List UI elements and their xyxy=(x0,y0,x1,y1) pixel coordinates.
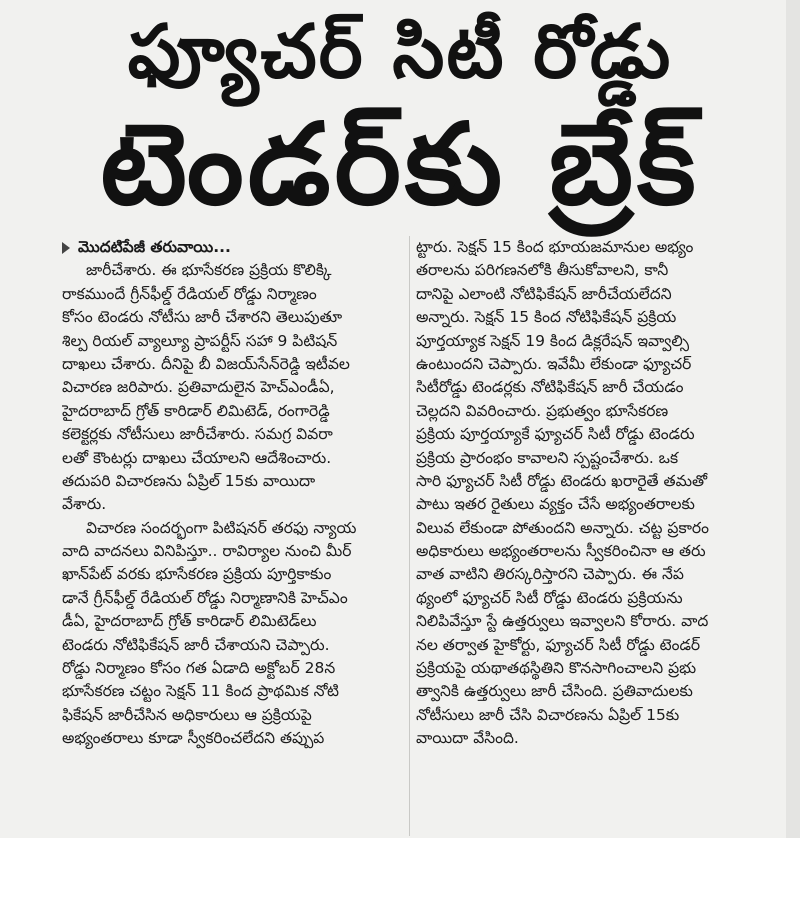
right-column-text xyxy=(416,236,780,751)
article-line: వాత వాటిని తిరస్కరిస్తారని చెప్పారు. ఈ నేప xyxy=(416,565,684,584)
article-line: వాయిదా వేసింది. xyxy=(416,729,519,748)
article-line: ట్టారు. సెక్షన్ 15 కింద భూయజమానుల అభ్యం xyxy=(416,238,694,256)
article-line: ప్రక్రియ పూర్తయ్యాకే ఫ్యూచర్ సిటీ రోడ్డు టెండరు xyxy=(416,425,695,444)
article-line: డానే గ్రీన్‌ఫీల్డ్ రేడియల్ రోడ్డు నిర్మాణానికి హెచ్‌ఎం xyxy=(62,588,348,607)
article-line: శిల్ప రియల్ వ్యాల్యూ ప్రాపర్టీస్ సహా 9 పిటిషన్ xyxy=(62,331,338,350)
article-line: అభ్యంతరాలు కూడా స్వీకరించలేదని తప్పుప xyxy=(62,729,325,748)
article-line: కోసం టెండరు నోటీసు జారీ చేశారని తెలుపుతూ xyxy=(62,308,343,327)
column-divider xyxy=(409,236,410,836)
article-line: డీఏ, హైదరాబాద్ గ్రోత్ కారిడార్ లిమిటెడ్‌లు xyxy=(62,612,317,631)
article-line: ఉంటుందని చెప్పారు. ఇవేమీ లేకుండా ఫ్యూచర్ xyxy=(416,354,692,373)
article-line: అన్నారు. సెక్షన్ 15 కింద నోటిఫికేషన్ ప్రక్రియ xyxy=(416,308,677,327)
left-column-text xyxy=(62,259,406,750)
continuation-label: మొదటిపేజీ తరువాయి... xyxy=(62,236,406,259)
article-line: భూసేకరణ చట్టం సెక్షన్ 11 కింద ప్రాథమిక నోటి xyxy=(62,682,340,701)
article-line: దాఖలు చేశారు. దీనిపై బీ విజయ్‌సేన్‌రెడ్డి ఇటీవల xyxy=(62,354,350,373)
article-line: హైదరాబాద్ గ్రోత్ కారిడార్ లిమిటెడ్, రంగారెడ్డి xyxy=(62,401,330,420)
article-column-left xyxy=(62,236,406,751)
article-line: జారీచేశారు. ఈ భూసేకరణ ప్రక్రియ కొలిక్కి xyxy=(86,261,332,280)
article-line: విలువ లేకుండా పోతుందని అన్నారు. చట్ట ప్రకారం xyxy=(416,518,709,537)
article-line: త్వానికి ఉత్తర్వులు జారీ చేసింది. ప్రతివాదులకు xyxy=(416,682,693,701)
article-line: ప్రక్రియపై యథాతథస్థితిని కొనసాగించాలని ప్రభు xyxy=(416,659,697,678)
article-line: ఫికేషన్ జారీచేసిన అధికారులు ఆ ప్రక్రియపై xyxy=(62,705,312,724)
article-line: ప్రక్రియ ప్రారంభం కావాలని స్పష్టంచేశారు. ఒక xyxy=(416,448,679,467)
arrow-right-icon xyxy=(62,242,70,254)
article-line: చెల్లదని వివరించారు. ప్రభుత్వం భూసేకరణ xyxy=(416,401,669,420)
article-line: విచారణ సందర్భంగా పిటిషనర్ తరఫు న్యాయ xyxy=(86,518,357,537)
article-line: రాకముందే గ్రీన్‌ఫీల్డ్ రేడియల్ రోడ్డు నిర్మాణం xyxy=(62,284,317,303)
article-line: పాటు ఇతర రైతులు వ్యక్తం చేసే అభ్యంతరాలకు xyxy=(416,495,695,514)
article-line: థ్యంలో ఫ్యూచర్ సిటీ రోడ్డు టెండరు ప్రక్రియను xyxy=(416,588,683,607)
article-line: నిలిపివేస్తూ స్టే ఉత్తర్వులు ఇవ్వాలని కోరారు. వాద xyxy=(416,612,709,631)
article-line: విచారణ జరిపారు. ప్రతివాదులైన హెచ్‌ఎండీఏ, xyxy=(62,378,335,397)
article-line: లతో కౌంటర్లు దాఖలు చేయాలని ఆదేశించారు. xyxy=(62,448,332,467)
article-line: వాది వాదనలు వినిపిస్తూ.. రావిర్యాల నుంచి మీర్ xyxy=(62,542,352,561)
article-column-right xyxy=(416,236,780,751)
article-line: దానిపై ఎలాంటి నోటిఫికేషన్ జారీచేయలేదని xyxy=(416,284,672,303)
article-line: సిటీరోడ్డు టెండర్లకు నోటిఫికేషన్ జారీ చేయడం xyxy=(416,378,684,397)
headline-line-2: టెండర్‌కు బ్రేక్ xyxy=(100,100,700,230)
article-line: నోటీసులు జారీ చేసి విచారణను ఏప్రిల్ 15కు xyxy=(416,705,680,724)
article-line: రోడ్డు నిర్మాణం కోసం గత ఏడాది అక్టోబర్ 28న xyxy=(62,659,336,678)
headline-line-1: ఫ్యూచర్ సిటీ రోడ్డు xyxy=(127,9,673,95)
article-line: తదుపరి విచారణను ఏప్రిల్ 15కు వాయిదా xyxy=(62,471,316,490)
article-line: నల తర్వాత హైకోర్టు, ఫ్యూచర్ సిటీ రోడ్డు టెండర్ xyxy=(416,635,701,654)
article-line: తరాలను పరిగణనలోకి తీసుకోవాలని, కానీ xyxy=(416,261,669,280)
article-line: ఖాన్‌పేట్ వరకు భూసేకరణ ప్రక్రియ పూర్తికాకుం xyxy=(62,565,332,584)
article-line: కలెక్టర్లకు నోటీసులు జారీచేశారు. సమగ్ర వివరా xyxy=(62,425,333,444)
article-line: పూర్తయ్యాక సెక్షన్ 19 కింద డిక్లరేషన్ ఇవ్వాల్సి xyxy=(416,331,690,350)
article-line: వేశారు. xyxy=(62,495,107,514)
article-line: సారి ఫ్యూచర్ సిటీ రోడ్డు టెండరు ఖరారైతే తమతో xyxy=(416,471,708,490)
article-line: అధికారులు అభ్యంతరాలను స్వీకరించినా ఆ తరు xyxy=(416,542,706,561)
article-line: టెండరు నోటిఫికేషన్ జారీ చేశాయని చెప్పారు. xyxy=(62,635,330,654)
